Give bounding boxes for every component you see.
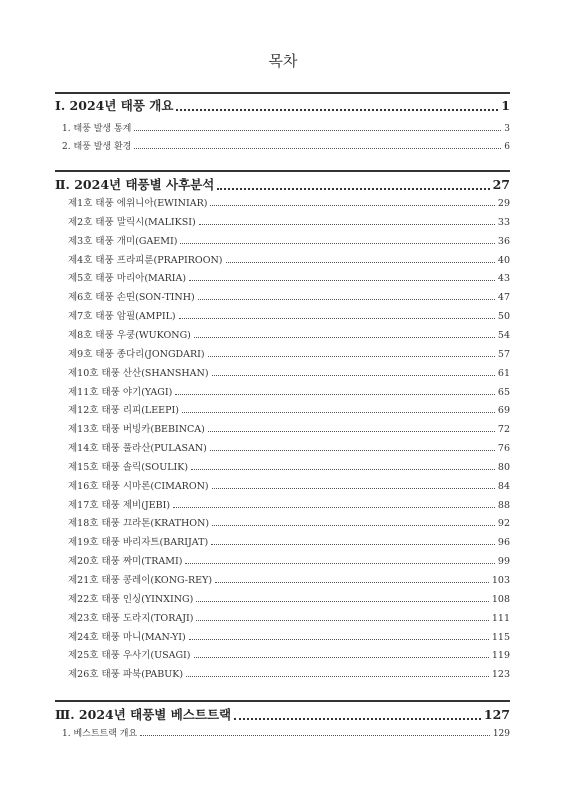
toc-item-label: 제21호 태풍 콩레이(KONG-REY) (68, 575, 213, 586)
toc-typhoon-item[interactable] (68, 572, 510, 586)
toc-page-number: 54 (497, 329, 510, 341)
toc-page-number: 108 (491, 593, 510, 605)
toc-page-number: 92 (497, 518, 510, 530)
toc-typhoon-item[interactable] (68, 233, 510, 247)
leader-dots (194, 656, 489, 658)
toc-page-number: 103 (491, 575, 510, 586)
leader-dots (211, 543, 495, 545)
leader-dots (176, 108, 498, 111)
page-title: 목차 (268, 52, 298, 70)
toc-item[interactable] (62, 726, 510, 739)
toc-item-label: 제14호 태풍 풀라산(PULASAN) (68, 443, 207, 455)
leader-dots (212, 524, 495, 526)
leader-dots (179, 317, 495, 319)
toc-page-number: 127 (483, 707, 510, 722)
leader-dots (210, 449, 495, 451)
toc-item-label: 제16호 태풍 시마론(CIMARON) (68, 480, 209, 492)
toc-item-label: 1. 태풍 발생 통계 (62, 124, 132, 134)
leader-dots (185, 562, 494, 564)
toc-page-number: 57 (497, 348, 510, 360)
toc-item-label: 제13호 태풍 버빙카(BEBINCA) (68, 424, 205, 436)
toc-page-number: 61 (497, 367, 510, 379)
toc-item[interactable] (62, 139, 510, 152)
leader-dots (186, 675, 489, 677)
leader-dots (234, 717, 481, 720)
toc-item-label: 제15호 태풍 솔릭(SOULIK) (68, 461, 189, 473)
leader-dots (189, 638, 489, 640)
leader-dots (175, 393, 495, 395)
leader-dots (208, 355, 495, 357)
toc-section-3[interactable] (55, 705, 510, 723)
toc-typhoon-item[interactable] (68, 308, 510, 322)
toc-typhoon-item[interactable] (68, 459, 510, 473)
toc-typhoon-item[interactable] (68, 553, 510, 567)
leader-dots (208, 430, 495, 432)
toc-page-number: 99 (497, 556, 510, 568)
toc-page-number: 40 (497, 254, 510, 266)
leader-dots (196, 619, 488, 621)
toc-page-number: 72 (497, 424, 510, 436)
toc-page-number: 123 (491, 669, 510, 681)
toc-page-number: 43 (497, 273, 510, 285)
toc-item-label: 제6호 태풍 손띤(SON-TINH) (68, 292, 195, 304)
toc-section-label: Ⅱ. 2024년 태풍별 사후분석 (55, 177, 215, 192)
toc-page-number: 119 (491, 650, 510, 662)
leader-dots (194, 336, 495, 338)
leader-dots (199, 223, 495, 225)
toc-typhoon-item[interactable] (68, 384, 510, 398)
toc-item-label: 제18호 태풍 끄라톤(KRATHON) (68, 518, 210, 530)
leader-dots (180, 242, 494, 244)
section-divider (55, 700, 510, 702)
section-divider (55, 170, 510, 172)
toc-section-1[interactable] (55, 96, 510, 114)
section-divider (55, 92, 510, 94)
toc-section-2[interactable] (55, 175, 510, 193)
toc-page-number: 96 (497, 537, 510, 549)
leader-dots (198, 298, 495, 300)
toc-page-number: 6 (504, 142, 510, 152)
toc-typhoon-item[interactable] (68, 666, 510, 680)
toc-typhoon-item[interactable] (68, 647, 510, 661)
toc-item-label: 제8호 태풍 우쿵(WUKONG) (68, 329, 191, 341)
toc-item-label: 제23호 태풍 도라지(TORAJI) (68, 612, 194, 624)
toc-item-label: 제25호 태풍 우사기(USAGI) (68, 650, 191, 662)
toc-page-number: 76 (497, 443, 510, 455)
leader-dots (140, 734, 490, 736)
leader-dots (215, 581, 489, 583)
toc-item-label: 제24호 태풍 마니(MAN-YI) (68, 631, 186, 643)
toc-typhoon-item[interactable] (68, 365, 510, 379)
toc-typhoon-item[interactable] (68, 195, 510, 209)
toc-item-label: 제11호 태풍 야기(YAGI) (68, 386, 173, 398)
toc-typhoon-item[interactable] (68, 289, 510, 303)
toc-typhoon-item[interactable] (68, 515, 510, 529)
toc-typhoon-item[interactable] (68, 214, 510, 228)
toc-page-number: 111 (491, 612, 510, 624)
leader-dots (212, 487, 495, 489)
toc-page-number: 47 (497, 292, 510, 304)
toc-page-number: 33 (497, 216, 510, 228)
toc-item-label: 제19호 태풍 바리자트(BARIJAT) (68, 537, 209, 549)
toc-page-number: 80 (497, 461, 510, 473)
toc-typhoon-item[interactable] (68, 440, 510, 454)
toc-page-number: 88 (497, 499, 510, 511)
toc-item-label: 2. 태풍 발생 환경 (62, 142, 132, 152)
toc-typhoon-item[interactable] (68, 610, 510, 624)
toc-typhoon-item[interactable] (68, 421, 510, 435)
toc-item-label: 제5호 태풍 마리아(MARIA) (68, 273, 187, 285)
toc-item-label: 제22호 태풍 인싱(YINXING) (68, 593, 194, 605)
toc-page-number: 69 (497, 405, 510, 417)
toc-page-number: 36 (497, 235, 510, 247)
toc-page-number: 3 (504, 124, 510, 134)
toc-page-number: 1 (501, 98, 510, 113)
leader-dots (189, 279, 495, 281)
toc-typhoon-item[interactable] (68, 478, 510, 492)
toc-item-label: 제1호 태풍 에위니아(EWINIAR) (68, 198, 208, 209)
leader-dots (212, 374, 495, 376)
toc-page-number: 84 (497, 480, 510, 492)
toc-typhoon-item[interactable] (68, 252, 510, 266)
toc-page-number: 29 (497, 198, 510, 209)
toc-typhoon-item[interactable] (68, 629, 510, 643)
toc-item-label: 제7호 태풍 암필(AMPIL) (68, 311, 176, 323)
toc-typhoon-item[interactable] (68, 591, 510, 605)
toc-typhoon-item[interactable] (68, 270, 510, 284)
toc-item-label: 제26호 태풍 파북(PABUK) (68, 669, 184, 681)
toc-item-label: 제17호 태풍 제비(JEBI) (68, 499, 171, 511)
toc-item-label: 제4호 태풍 프라피룬(PRAPIROON) (68, 254, 223, 266)
toc-typhoon-item[interactable] (68, 346, 510, 360)
toc-page-number: 65 (497, 386, 510, 398)
leader-dots (210, 204, 494, 206)
leader-dots (217, 187, 489, 190)
leader-dots (191, 468, 495, 470)
toc-item-label: 제20호 태풍 짜미(TRAMI) (68, 556, 183, 568)
toc-page-number: 50 (497, 311, 510, 323)
toc-item-label: 1. 베스트트랙 개요 (62, 729, 138, 739)
toc-item-label: 제12호 태풍 리피(LEEPI) (68, 405, 179, 417)
toc-page-number: 115 (491, 631, 510, 643)
leader-dots (196, 600, 489, 602)
leader-dots (134, 147, 501, 149)
toc-page-number: 129 (492, 729, 510, 739)
toc-section-label: Ⅲ. 2024년 태풍별 베스트트랙 (55, 707, 232, 722)
toc-item-label: 제10호 태풍 산산(SHANSHAN) (68, 367, 209, 379)
leader-dots (182, 411, 495, 413)
toc-typhoon-item[interactable] (68, 327, 510, 341)
toc-typhoon-item[interactable] (68, 534, 510, 548)
toc-typhoon-item[interactable] (68, 402, 510, 416)
leader-dots (226, 261, 495, 263)
toc-item-label: 제9호 태풍 종다리(JONGDARI) (68, 348, 205, 360)
leader-dots (134, 129, 501, 131)
toc-page-number: 27 (492, 177, 510, 192)
toc-section-label: Ⅰ. 2024년 태풍 개요 (55, 98, 174, 113)
toc-item-label: 제2호 태풍 말릭시(MALIKSI) (68, 216, 196, 228)
toc-item-label: 제3호 태풍 개미(GAEMI) (68, 235, 178, 247)
toc-item[interactable] (62, 121, 510, 134)
leader-dots (173, 506, 495, 508)
toc-typhoon-item[interactable] (68, 497, 510, 511)
